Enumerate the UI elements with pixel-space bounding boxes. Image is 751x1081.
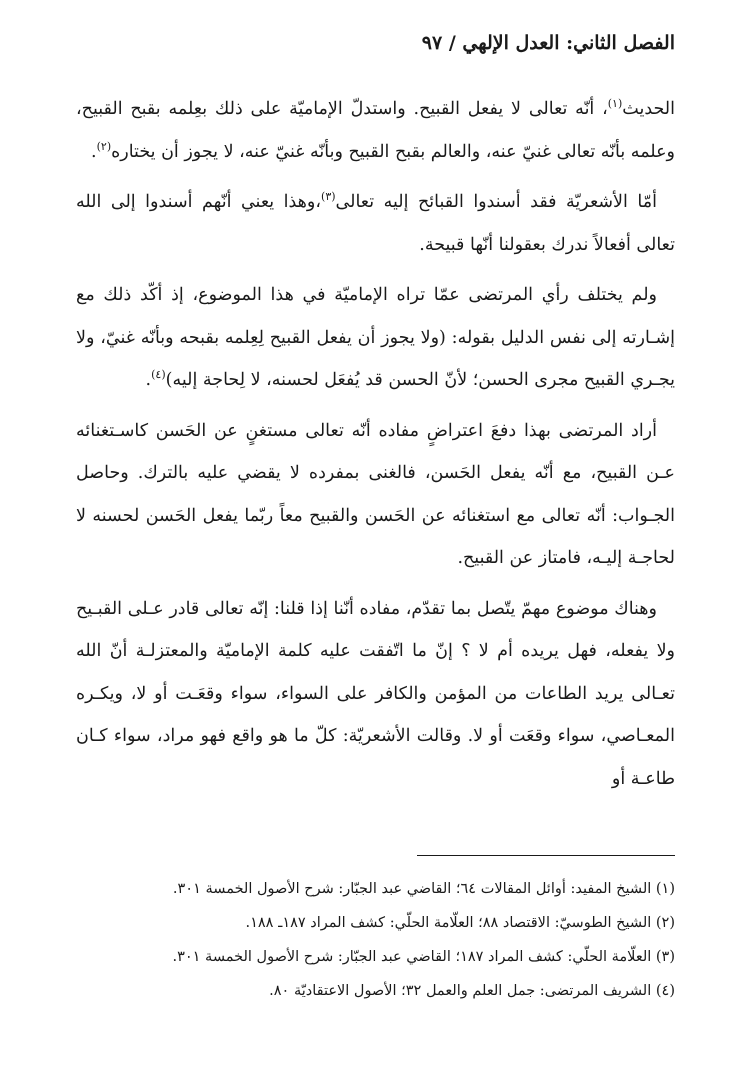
paragraph-text: الحديث	[622, 99, 675, 119]
footnote-3: (٣) العلّامة الحلّي: كشف المراد ١٨٧؛ القاضي عبد الجبّار: شرح الأصول الخمسة ٣٠١.	[172, 949, 675, 965]
paragraph	[76, 181, 675, 266]
footnote-2: (٢) الشيخ الطوسيّ: الاقتصاد ٨٨؛ العلّامة الحلّي: كشف المراد ١٨٧ـ ١٨٨.	[245, 915, 675, 931]
paragraph-text: ، أنّه تعالى لا يفعل القبيح. واستدلّ الإماميّة على ذلك بعِلمه بقبح القبيح، وعلمه بأنّه تعالى غنيّ عنه، والعالم بقبح القبيح وبأنّه غنيّ عنه، لا يجوز أن يختاره	[76, 99, 675, 162]
paragraph	[76, 274, 675, 402]
paragraph-text: أمّا الأشعريّة فقد أسندوا القبائح إليه تعالى	[335, 192, 657, 212]
footnote-4: (٤) الشريف المرتضى: جمل العلم والعمل ٣٢؛ الأصول الاعتقاديّة ٨٠.	[269, 983, 675, 999]
body-text	[76, 88, 675, 800]
footnote-1: (١) الشيخ المفيد: أوائل المقالات ٦٤؛ القاضي عبد الجبّار: شرح الأصول الخمسة ٣٠١.	[172, 881, 675, 897]
footnote-ref-1: (١)	[607, 97, 623, 111]
paragraph-text: وهناك موضوع مهمّ يتّصل بما تقدّم، مفاده أنّنا إذا قلنا: إنّه تعالى قادر عـلى القبـيح ولا يفعله، فهل يريده أم لا ؟ إنّ ما اتّفقت عليه كلمة الإماميّة والمعتزلـة أنّ الله تعـالى يريد الطاعات من المؤمن والكافر على السواء، سواء وقعَـت أو لا، ويكـره المعـاصي، سواء وقعَت أو لا. وقالت الأشعريّة: كلّ ما هو واقع فهو مراد، سواء كـان طاعـة أو	[76, 598, 675, 789]
paragraph-text: ،وهذا يعني أنّهم أسندوا إلى الله تعالى أفعالاً ندرك بعقولنا أنّها قبيحة.	[76, 192, 675, 255]
paragraph	[76, 88, 675, 173]
paragraph-text: .	[145, 370, 152, 390]
footnote-divider	[417, 855, 675, 856]
footnote-ref-3: (٣)	[321, 190, 336, 204]
paragraph	[76, 410, 675, 580]
paragraph-text: .	[91, 141, 97, 162]
footnotes	[76, 872, 675, 1008]
footnote-ref-4: (٤)	[151, 368, 166, 382]
paragraph-text: ولم يختلف رأي المرتضى عمّا تراه الإماميّة في هذا الموضوع، إذ أكّد ذلك مع إشـارته إلى نفس الدليل بقوله: (ولا يجوز أن يفعل القبيح لِعِلمه بقبحه وبأنّه غنيّ، ولا يجـري القبيح مجرى الحسن؛ لأنّ الحسن قد يُفعَل لحسنه، لا لِحاجة إليه)	[76, 285, 675, 390]
running-header: الفصل الثاني: العدل الإلهي / ٩٧	[421, 32, 675, 54]
paragraph	[76, 588, 675, 801]
footnote-ref-2: (٢)	[96, 139, 112, 153]
paragraph-text: أراد المرتضى بهذا دفعَ اعتراضٍ مفاده أنّه تعالى مستغنٍ عن الحَسن كاسـتغنائه عـن القبيح، مع أنّه يفعل الحَسن، فالغنى بمفرده لا يقضي عليه بالترك. وحاصل الجـواب: أنّه تعالى مع استغنائه عن الحَسن والقبيح معاً ربّما يفعل الحَسن لحسنه لا لحاجـة إليـه، فامتاز عن القبيح.	[76, 420, 675, 568]
